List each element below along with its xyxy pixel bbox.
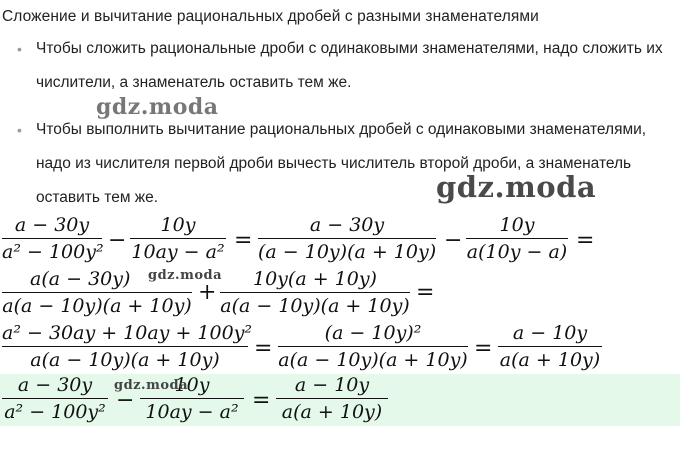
denominator: a² − 100y² — [4, 401, 106, 424]
watermark: gdz.moda — [148, 268, 223, 283]
fraction — [498, 322, 602, 371]
numerator: a − 30y — [17, 374, 93, 396]
numerator: a² − 30ay + 10ay + 100y² — [2, 322, 253, 344]
numerator: a − 30y — [14, 214, 90, 236]
equals-sign: = — [416, 280, 435, 305]
fraction — [220, 268, 410, 317]
denominator: a(a − 10y)(a + 10y) — [220, 295, 410, 318]
fraction — [130, 214, 226, 263]
denominator: 10ay − a² — [131, 241, 225, 264]
fraction — [466, 214, 568, 263]
fraction — [2, 322, 253, 372]
fraction — [258, 214, 436, 263]
denominator: a² − 100y² — [2, 241, 104, 264]
denominator: a(a + 10y) — [281, 401, 383, 424]
numerator: 10y — [174, 374, 210, 396]
fraction-bar — [220, 292, 410, 293]
rule-subtraction: • Чтобы выполнить вычитание рациональных дробей с одинаковыми знаменателями, надо из числителя первой дроби вычесть числитель второй дроби, а знаменатель оставить тем же. — [36, 113, 666, 215]
denominator: a(a − 10y)(a + 10y) — [278, 349, 468, 372]
numerator: 10y — [160, 214, 196, 236]
numerator: (a − 10y)² — [324, 322, 422, 344]
minus-sign: − — [116, 388, 135, 413]
numerator: a − 10y — [294, 374, 370, 396]
equals-sign: = — [254, 336, 273, 361]
fraction-bar — [466, 238, 568, 239]
equals-sign: = — [474, 336, 493, 361]
denominator: a(10y − a) — [466, 241, 568, 264]
fraction-bar — [130, 238, 226, 239]
minus-sign: − — [444, 228, 463, 253]
fraction-bar — [258, 238, 436, 239]
numerator: 10y(a + 10y) — [253, 268, 377, 290]
plus-sign: + — [198, 280, 217, 305]
fraction-bar — [498, 346, 602, 347]
minus-sign: − — [108, 228, 127, 253]
numerator: a − 30y — [309, 214, 385, 236]
watermark: gdz.moda — [96, 94, 219, 120]
equals-sign: = — [252, 388, 271, 413]
equals-sign: = — [576, 228, 595, 253]
equals-sign: = — [234, 228, 253, 253]
watermark: gdz.moda — [436, 170, 597, 204]
fraction-bar — [276, 398, 388, 399]
section-heading: Сложение и вычитание рациональных дробей с разными знаменателями — [2, 8, 539, 25]
numerator: 10y — [499, 214, 535, 236]
fraction-bar — [2, 398, 108, 399]
fraction-bar — [2, 292, 192, 293]
watermark: gdz.moda — [114, 378, 189, 393]
rule-addition: • Чтобы сложить рациональные дроби с одинаковыми знаменателями, надо сложить их числители, а знаменатель оставить тем же. — [36, 32, 666, 100]
denominator: (a − 10y)(a + 10y) — [258, 241, 437, 264]
denominator: a(a − 10y)(a + 10y) — [30, 349, 220, 372]
fraction — [2, 214, 102, 263]
fraction-bar — [2, 346, 248, 347]
fraction-bar — [2, 238, 102, 239]
fraction — [2, 374, 108, 423]
fraction — [278, 322, 468, 371]
denominator: a(a + 10y) — [499, 349, 601, 372]
numerator: a(a − 30y) — [30, 268, 131, 290]
denominator: 10ay − a² — [145, 401, 239, 424]
numerator: a − 10y — [512, 322, 588, 344]
fraction-bar — [140, 398, 244, 399]
fraction — [276, 374, 388, 423]
fraction-bar — [278, 346, 468, 347]
denominator: a(a − 10y)(a + 10y) — [2, 295, 192, 318]
